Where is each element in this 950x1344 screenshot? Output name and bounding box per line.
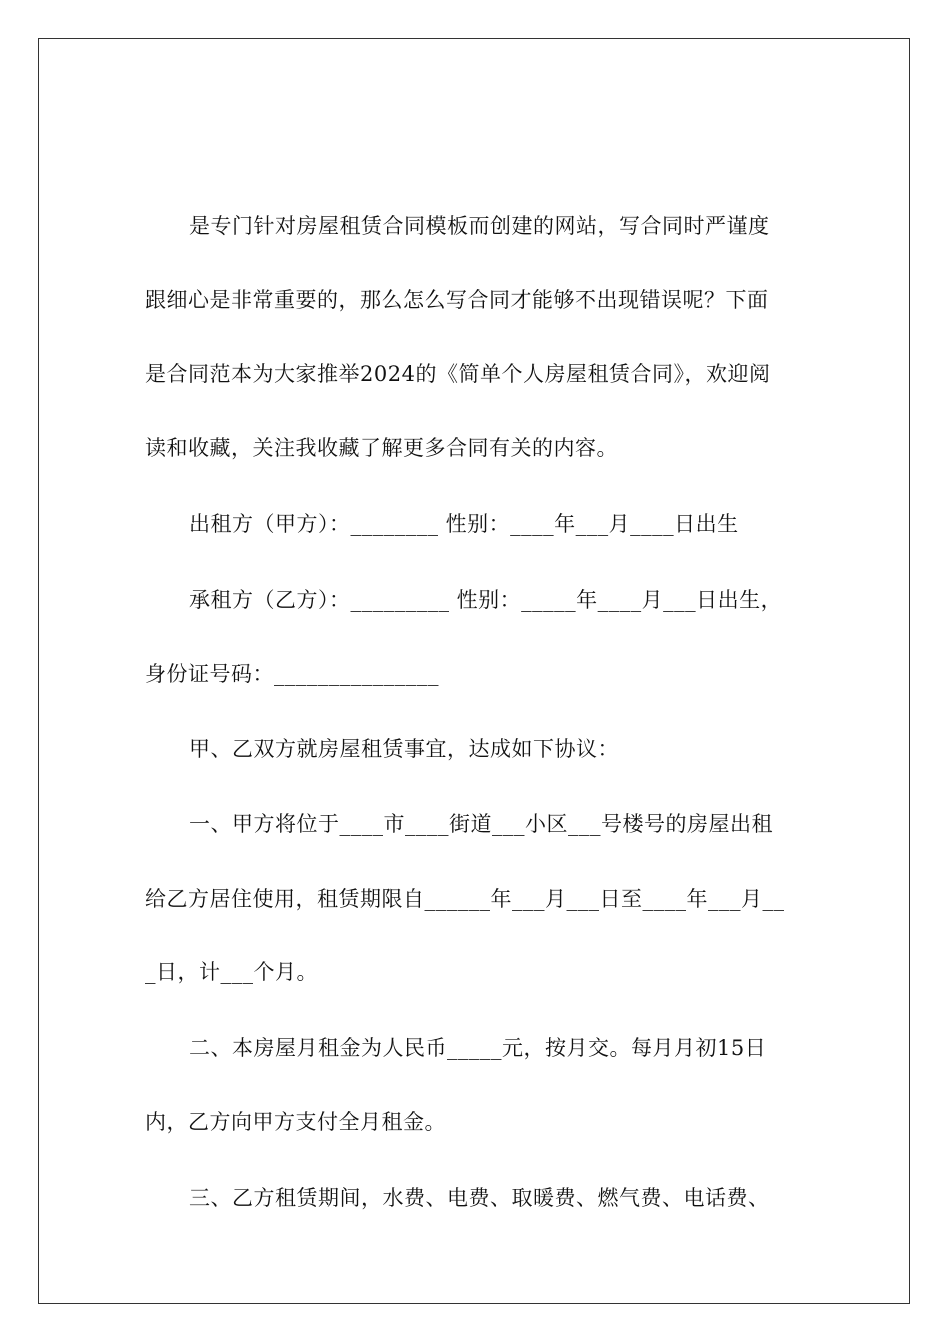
intro-line-1: 是专门针对房屋租赁合同模板而创建的网站，写合同时严谨度 [189,214,770,238]
intro-line-4: 读和收藏，关注我收藏了解更多合同有关的内容。 [145,436,618,460]
clause-2-line-2: 内，乙方向甲方支付全月租金。 [145,1110,446,1134]
clause-1-line-3: _日，计___个月。 [145,960,318,984]
intro-line-3: 是合同范本为大家推举2024的《简单个人房屋租赁合同》，欢迎阅 [145,362,771,386]
lessor-line: 出租方（甲方）：________ 性别：____年___月____日出生 [189,512,739,536]
clause-2-line-1: 二、本房屋月租金为人民币_____元，按月交。每月月初15日 [189,1036,767,1060]
lessee-line: 承租方（乙方）：_________ 性别：_____年____月___日出生， [189,588,783,612]
clause-1-line-2: 给乙方居住使用，租赁期限自______年___月___日至____年___月__ [145,887,785,911]
agreement-intro: 甲、乙双方就房屋租赁事宜，达成如下协议： [189,737,619,761]
id-number-line: 身份证号码：_______________ [145,662,439,686]
intro-line-2: 跟细心是非常重要的，那么怎么写合同才能够不出现错误呢？下面 [145,288,769,312]
clause-1-line-1: 一、甲方将位于____市____街道___小区___号楼号的房屋出租 [189,812,773,836]
clause-3-line-1: 三、乙方租赁期间，水费、电费、取暖费、燃气费、电话费、 [189,1186,770,1210]
